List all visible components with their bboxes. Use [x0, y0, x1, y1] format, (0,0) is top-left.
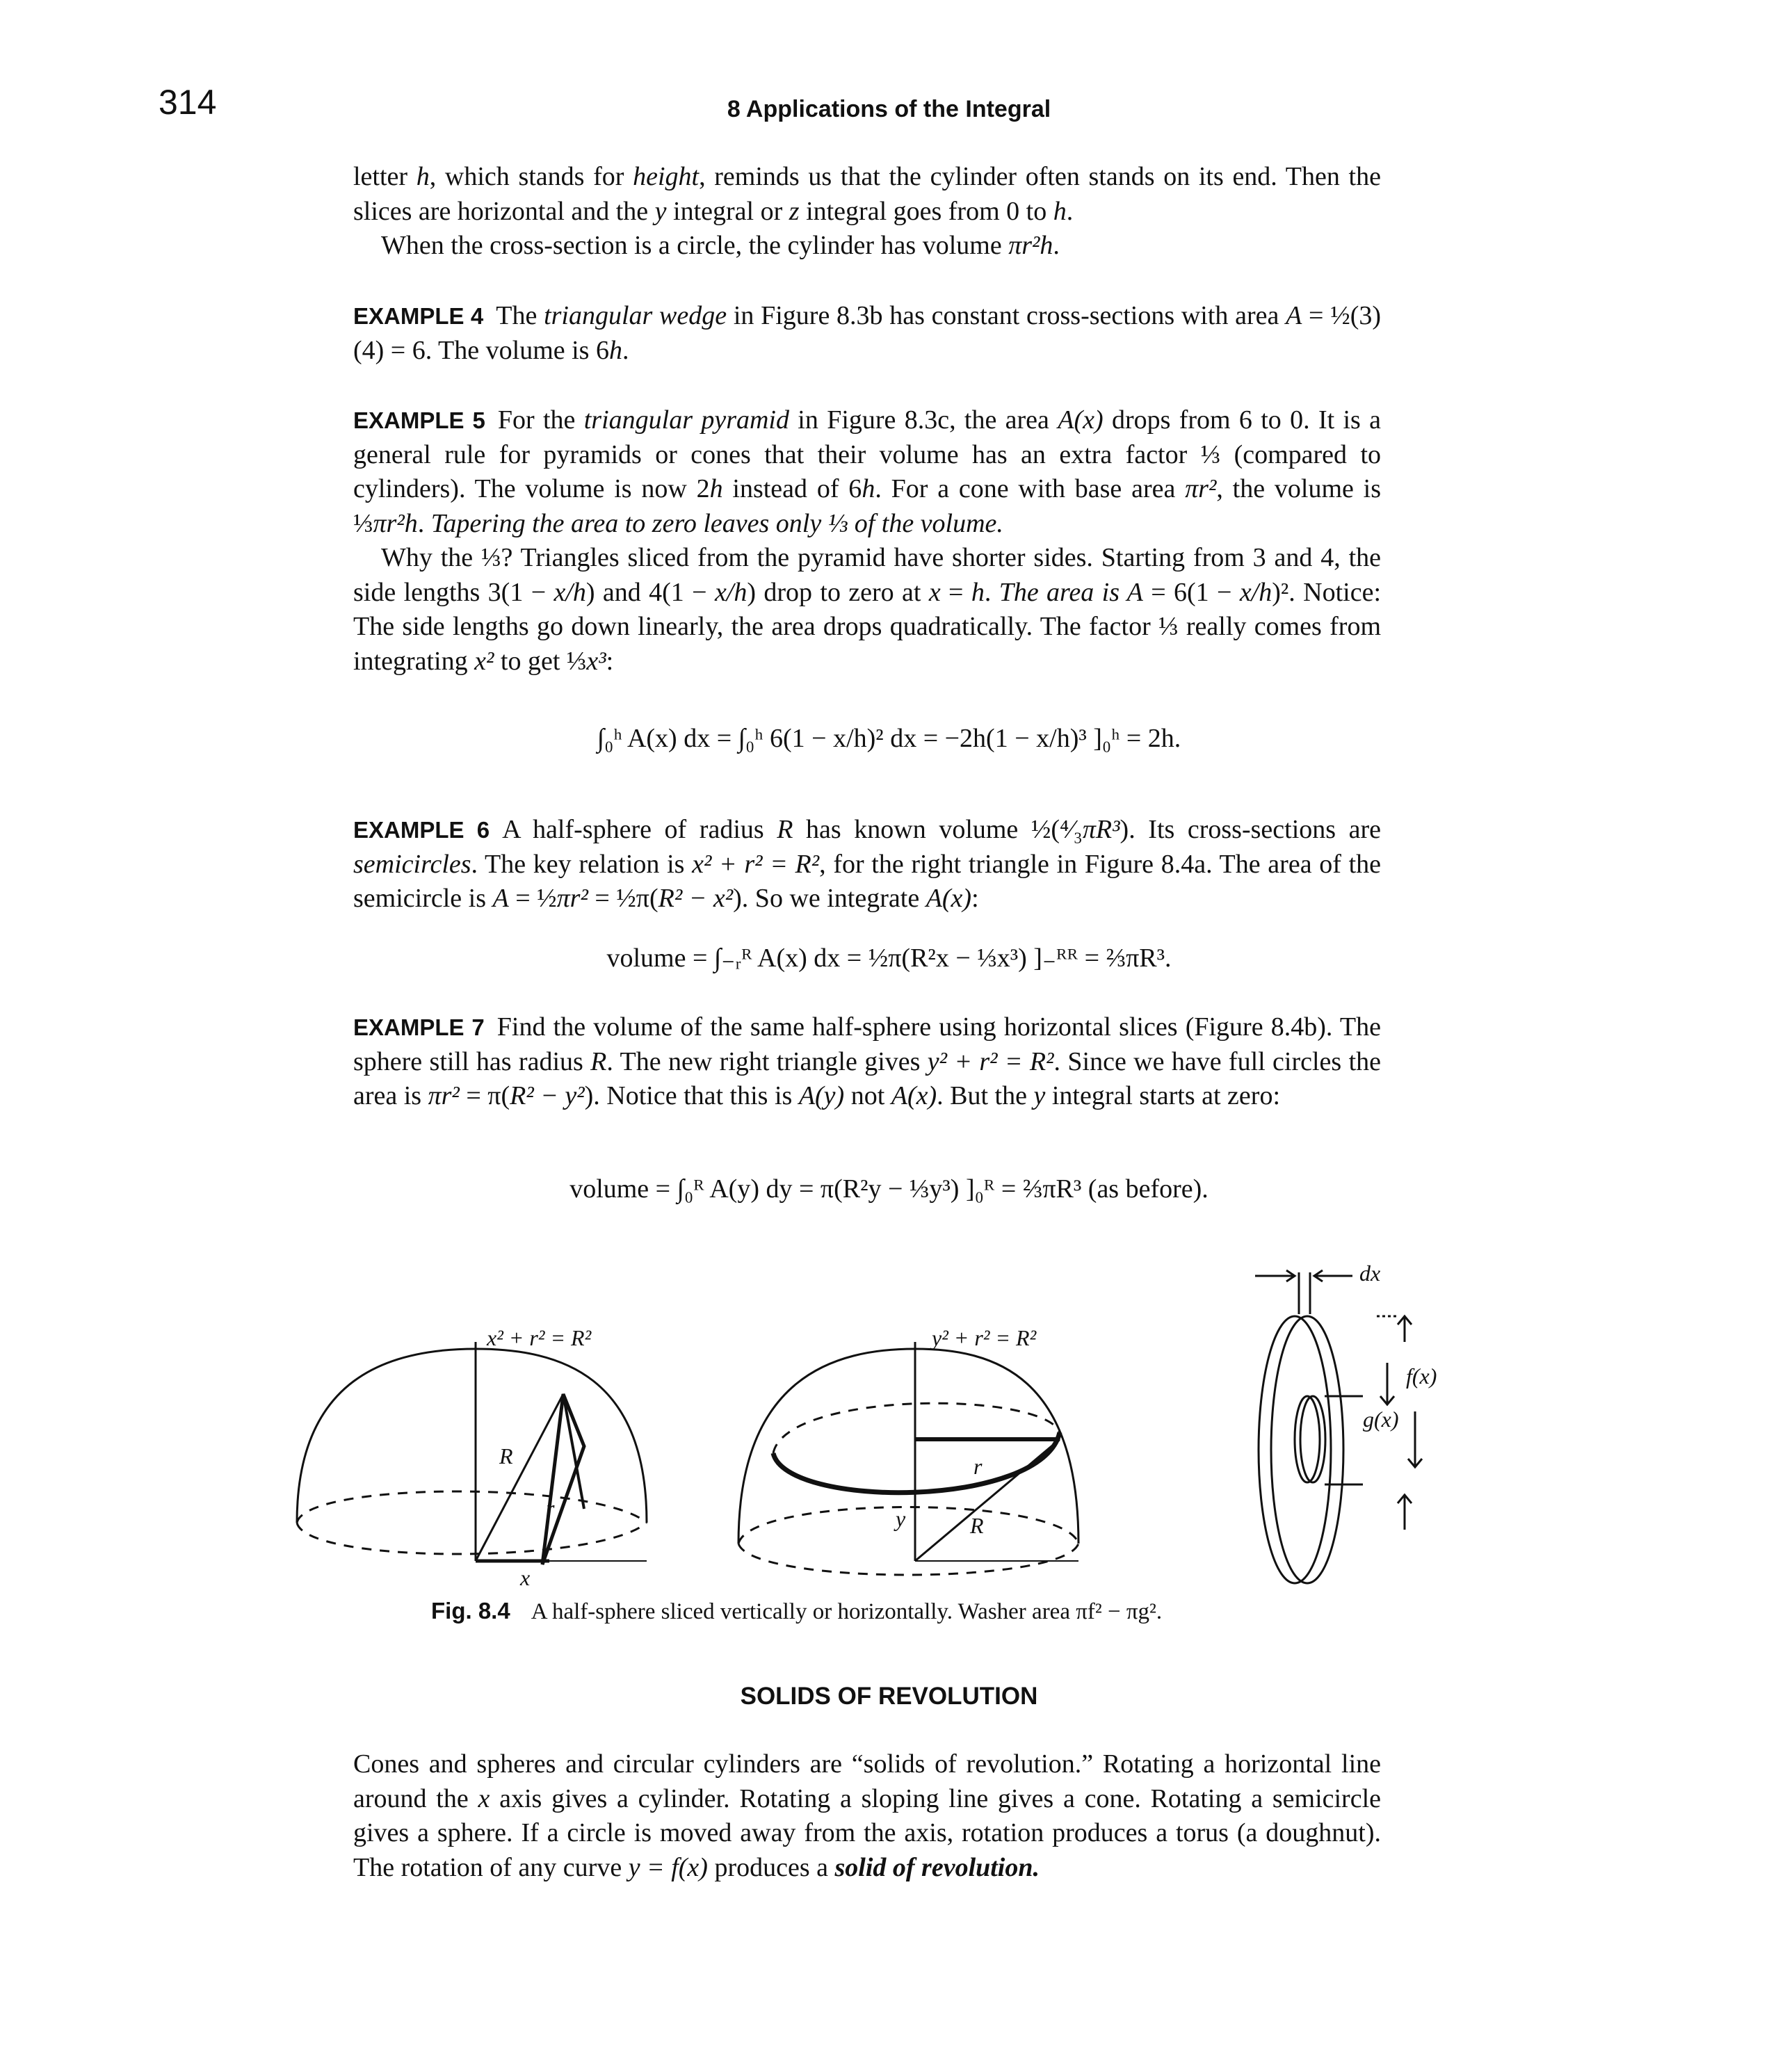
- math-or-emphasis: h: [971, 577, 985, 607]
- math-or-emphasis: y = f(x): [628, 1852, 708, 1882]
- text-run: :: [606, 646, 614, 676]
- text-run: ). Notice that this is: [584, 1081, 799, 1111]
- math-or-emphasis: πr²h: [1008, 231, 1053, 260]
- text-run: Cones and spheres and circular cylinders are “solids of revolution.” Rotating a horizontal line around the: [353, 1749, 1381, 1813]
- math-or-emphasis: h: [1053, 196, 1067, 226]
- text-run: :: [971, 884, 979, 914]
- text-run: integral goes from 0 to: [799, 196, 1053, 226]
- math-or-emphasis: A: [492, 884, 509, 914]
- label-washer-dx: dx: [1359, 1261, 1381, 1286]
- math-or-emphasis: y² + r² = R²: [927, 1046, 1054, 1076]
- paragraph-solids-of-revolution: [353, 1747, 1381, 1885]
- label-mid-R: R: [970, 1513, 984, 1538]
- text-run: When the cross-section is a circle, the cylinder has volume: [381, 231, 1009, 260]
- text-run: ). So we integrate: [733, 884, 926, 914]
- text-run: axis gives a cylinder. Rotating a sloping line gives a cone. Rotating a semicircle gives a sphere. If a circle is moved away from the axis, rotation produces a torus (a doughnut). The rotation of any curve: [353, 1783, 1381, 1882]
- text-run: = ½π(: [588, 884, 658, 914]
- text-run: Why the ⅓? Triangles sliced from the pyramid have shorter sides. Starting from 3 and 4, the side lengths 3(1 −: [353, 543, 1381, 607]
- text-run: .: [417, 508, 431, 538]
- math-or-emphasis: R: [590, 1046, 607, 1076]
- text-run: . The new right triangle gives: [606, 1046, 928, 1076]
- text-run: integral or: [666, 196, 789, 226]
- math-or-emphasis: h: [862, 474, 875, 504]
- text-run: The: [496, 301, 544, 330]
- label-mid-r: r: [973, 1454, 983, 1479]
- math-or-emphasis: height: [633, 162, 700, 191]
- math-or-emphasis: z: [789, 196, 800, 226]
- text-run: .: [1066, 196, 1074, 226]
- math-or-emphasis: h: [709, 474, 723, 504]
- washer: [1255, 1261, 1437, 1583]
- math-or-emphasis: x²: [474, 646, 494, 676]
- text-run: ) and 4(1 −: [585, 577, 715, 607]
- text-run: integral starts at zero:: [1045, 1081, 1280, 1111]
- text-run: drops from 6 to 0. It is a general rule for pyramids or cones that their volume has an extra factor ⅓ (compared to cylinders). The volume is now 2: [353, 405, 1382, 504]
- math-or-emphasis: R: [777, 815, 793, 844]
- text-run: For the: [497, 405, 584, 435]
- math-or-emphasis: semicircles: [353, 849, 471, 879]
- horizontal-slice-hemisphere: [738, 1325, 1078, 1575]
- page-number: 314: [159, 83, 217, 122]
- text-run: . But the: [937, 1081, 1034, 1111]
- example-label: EXAMPLE 6: [353, 817, 490, 843]
- text-run: , the volume is ⅓: [353, 474, 1382, 538]
- math-or-emphasis: y: [1033, 1081, 1046, 1111]
- text-run: produces a: [707, 1852, 835, 1882]
- text-run: .: [1053, 231, 1060, 260]
- math-or-emphasis: y: [654, 196, 667, 226]
- label-left-r: r: [546, 1496, 555, 1521]
- math-or-emphasis: A(x): [891, 1081, 937, 1111]
- text-run: )². Notice: The side lengths go down linearly, the area drops quadratically. The factor ⅓ really comes from integrating: [353, 577, 1381, 676]
- math-or-emphasis: A(x): [1058, 405, 1104, 435]
- text-run: . The key relation is: [471, 849, 693, 879]
- text-run: to get ⅓: [494, 646, 587, 676]
- equation-ex6-volume: volume = ∫₋ᵣᴿ A(x) dx = ½π(R²x − ⅓x³) ]₋ᴿᴿ = ⅔πR³.: [606, 944, 1172, 973]
- example-4: [353, 299, 1381, 368]
- math-or-emphasis: A: [1286, 301, 1302, 330]
- text-run: in Figure 8.3b has constant cross-sections with area: [727, 301, 1286, 330]
- math-or-emphasis: triangular wedge: [544, 301, 727, 330]
- math-or-emphasis: R² − y²: [510, 1081, 585, 1111]
- math-or-emphasis: triangular pyramid: [583, 405, 789, 435]
- text-run: , for the right triangle in Figure 8.4a. The area of the semicircle is: [353, 849, 1381, 914]
- text-run: has known volume ½(⁴⁄₃: [793, 815, 1083, 844]
- math-or-emphasis: Tapering the area to zero leaves only ⅓ of the volume.: [430, 508, 1003, 538]
- label-washer-f: f(x): [1406, 1363, 1437, 1389]
- equation-ex7-volume: volume = ∫₀ᴿ A(y) dy = π(R²y − ⅓y³) ]₀ᴿ = ⅔πR³ (as before).: [569, 1174, 1209, 1204]
- figure-caption: [431, 1598, 1162, 1625]
- text-run: = ½: [508, 884, 557, 914]
- label-mid-relation: y² + r² = R²: [932, 1325, 1037, 1350]
- label-left-relation: x² + r² = R²: [487, 1325, 592, 1350]
- text-run: Find the volume of the same half-sphere using horizontal slices (Figure 8.4b). The sphere still has radius: [353, 1012, 1382, 1076]
- figure-8-4: [0, 1238, 1778, 1599]
- running-head: 8 Applications of the Integral: [727, 96, 1051, 122]
- math-or-emphasis: The area is A: [999, 577, 1143, 607]
- math-or-emphasis: x: [478, 1783, 490, 1813]
- text-run: .: [622, 335, 629, 365]
- math-or-emphasis: πr²: [1185, 474, 1217, 504]
- math-or-emphasis: h: [608, 335, 622, 365]
- vertical-slice-hemisphere: [297, 1325, 647, 1590]
- example-6: [353, 813, 1381, 916]
- paragraph-cylinder-volume: [353, 229, 1381, 264]
- math-or-emphasis: πr²: [556, 884, 588, 914]
- text-run: , which stands for: [429, 162, 633, 191]
- label-left-x: x: [520, 1565, 531, 1590]
- label-left-R: R: [499, 1443, 513, 1468]
- text-run: . For a cone with base area: [875, 474, 1186, 504]
- math-or-emphasis: A(x): [926, 884, 972, 914]
- equation-pyramid-integral: ∫₀ʰ A(x) dx = ∫₀ʰ 6(1 − x/h)² dx = −2h(1 − x/h)³ ]₀ʰ = 2h.: [597, 724, 1181, 753]
- text-run: = π(: [459, 1081, 510, 1111]
- text-run: =: [940, 577, 971, 607]
- text-run: ). Its cross-sections are: [1120, 815, 1382, 844]
- math-or-emphasis: solid of revolution.: [834, 1852, 1040, 1882]
- example-5: [353, 403, 1381, 541]
- text-run: , reminds us that the cylinder often stands on its end. Then the slices are horizontal and the: [353, 162, 1381, 226]
- math-or-emphasis: x/h: [714, 577, 747, 607]
- text-run: = ½(3)(4) = 6. The volume is 6: [353, 301, 1382, 365]
- text-run: not: [844, 1081, 891, 1111]
- math-or-emphasis: h: [416, 162, 430, 191]
- math-or-emphasis: πR³: [1082, 815, 1120, 844]
- math-or-emphasis: πr²: [428, 1081, 460, 1111]
- math-or-emphasis: x/h: [553, 577, 586, 607]
- text-run: ) drop to zero at: [747, 577, 929, 607]
- example-label: EXAMPLE 4: [353, 303, 484, 329]
- section-heading: SOLIDS OF REVOLUTION: [740, 1683, 1038, 1710]
- example-label: EXAMPLE 5: [353, 407, 485, 433]
- math-or-emphasis: R² − x²: [658, 884, 734, 914]
- figure-caption-label: Fig. 8.4: [431, 1598, 510, 1624]
- paragraph-intro: [353, 160, 1381, 229]
- math-or-emphasis: x: [928, 577, 941, 607]
- example-label: EXAMPLE 7: [353, 1014, 485, 1040]
- math-or-emphasis: A(y): [798, 1081, 845, 1111]
- text-run: instead of 6: [722, 474, 862, 504]
- text-run: A half-sphere of radius: [502, 815, 777, 844]
- text-run: letter: [353, 162, 417, 191]
- text-run: = 6(1 −: [1142, 577, 1240, 607]
- text-run: . Since we have full circles the area is: [353, 1046, 1381, 1111]
- text-run: .: [984, 577, 999, 607]
- math-or-emphasis: x/h: [1239, 577, 1272, 607]
- paragraph-why-one-third: [353, 541, 1381, 679]
- label-mid-y: y: [896, 1506, 906, 1531]
- math-or-emphasis: x² + r² = R²: [692, 849, 820, 879]
- math-or-emphasis: x³: [586, 646, 606, 676]
- figure-caption-text: A half-sphere sliced vertically or horizontally. Washer area πf² − πg².: [531, 1599, 1163, 1624]
- label-washer-g: g(x): [1363, 1407, 1399, 1432]
- math-or-emphasis: πr²h: [373, 508, 418, 538]
- text-run: in Figure 8.3c, the area: [789, 405, 1058, 435]
- example-7: [353, 1010, 1381, 1114]
